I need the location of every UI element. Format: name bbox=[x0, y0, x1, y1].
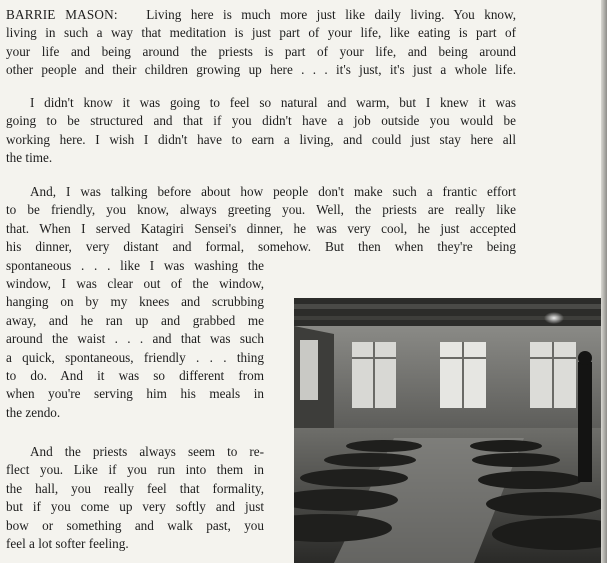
paragraph-1 bbox=[6, 6, 516, 80]
paragraph-3-line: spontaneous . . . like I was washing the bbox=[6, 257, 264, 273]
paragraph-2-line: I didn't know it was going to feel so natural and warm, but I knew it was bbox=[30, 95, 516, 110]
paragraph-2-line: going to be structured and that if you didn't have a job outside you would be bbox=[6, 113, 516, 129]
paragraph-3-line: hanging on by my knees and scrubbing bbox=[6, 294, 264, 310]
paragraph-4 bbox=[6, 443, 264, 553]
paragraph-4-line: flect you. Like if you run into them in bbox=[6, 462, 264, 478]
window-left bbox=[352, 342, 396, 408]
paragraph-3-line: away, and he ran up and grabbed me bbox=[6, 312, 264, 328]
paragraph-3-line: window, I was clear out of the window, bbox=[6, 276, 264, 292]
paragraph-2-line: the time. bbox=[6, 150, 53, 166]
paragraph-4-line: And the priests always seem to re- bbox=[30, 444, 264, 459]
zendo-photograph bbox=[294, 298, 607, 563]
paragraph-3-line: that. When I served Katagiri Sensei's dinner, he was very cool, he just accepted bbox=[6, 220, 516, 236]
paragraph-1-line: your life and being around the priests is part of your life, and being around bbox=[6, 43, 516, 59]
paragraph-1-line-text: Living here is much more just like daily living. You know, bbox=[146, 7, 516, 22]
paragraph-3-line: And, I was talking before about how people don't make such a frantic effort bbox=[30, 184, 516, 199]
paragraph-1-line: other people and their children growing up here . . . it's just, it's just a whole life. bbox=[6, 62, 516, 78]
speaker-name: BARRIE MASON: bbox=[6, 7, 118, 22]
page-edge-shadow bbox=[601, 0, 607, 563]
paragraph-3-line: to be friendly, you know, always greeting you. Well, the priests are really like bbox=[6, 202, 516, 218]
window-right bbox=[530, 342, 576, 408]
zendo-photograph-illustration bbox=[294, 298, 607, 563]
paragraph-3-line: the zendo. bbox=[6, 404, 61, 420]
paragraph-2-line: working here. I wish I didn't have to earn a living, and could just stay here all bbox=[6, 131, 516, 147]
paragraph-4-line: the hall, you really feel that formality, bbox=[6, 480, 264, 496]
window-center bbox=[440, 342, 486, 408]
paragraph-2 bbox=[6, 94, 516, 168]
paragraph-3-line: to do. And it was so different from bbox=[6, 368, 264, 384]
paragraph-1-line bbox=[6, 6, 516, 24]
paragraph-3-line: a quick, spontaneous, friendly . . . thing bbox=[6, 349, 264, 365]
paragraph-3-line: when you're serving him his meals in bbox=[6, 386, 264, 402]
paragraph-3-line: around the waist . . . and that was such bbox=[6, 331, 264, 347]
paragraph-4-line: feel a lot softer feeling. bbox=[6, 536, 129, 552]
paragraph-3-line: his dinner, very distant and formal, somehow. But then when they're being bbox=[6, 239, 516, 255]
paragraph-4-line: but if you come up very softly and just bbox=[6, 499, 264, 515]
paragraph-4-line: bow or something and walk past, you bbox=[6, 517, 264, 533]
paragraph-1-line: living in such a way that meditation is just part of your life, like eating is part of bbox=[6, 25, 516, 41]
